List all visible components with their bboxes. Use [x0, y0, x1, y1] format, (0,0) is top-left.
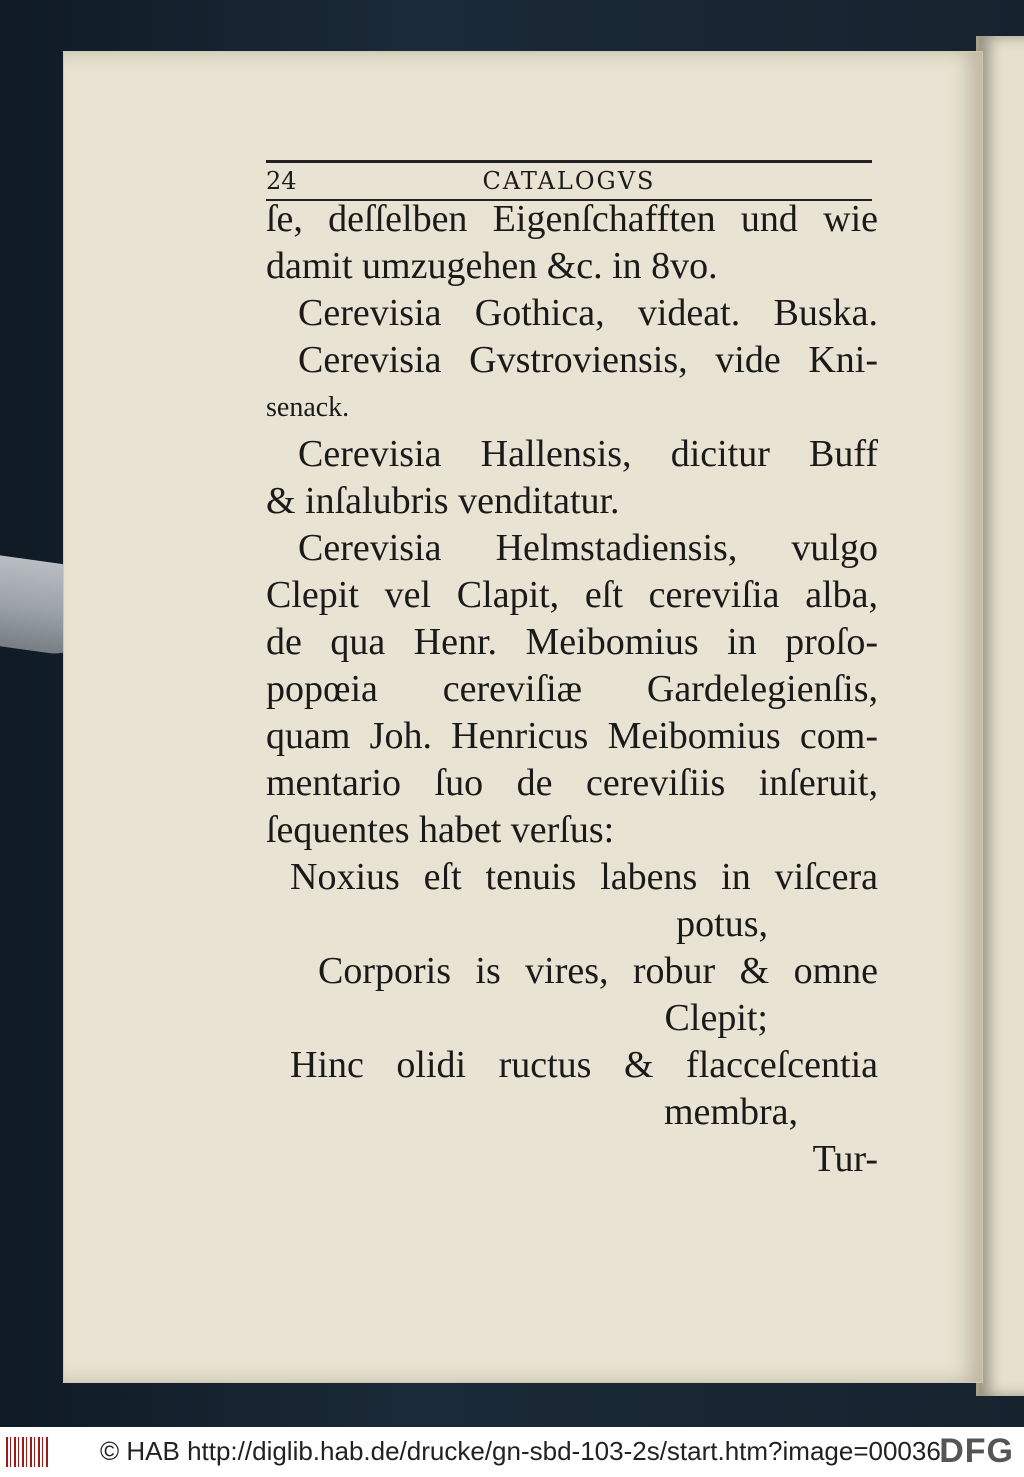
text-line: de qua Henr. Meibomius in proſo- [266, 621, 878, 663]
text-line: Cerevisia Gothica, videat. Buska. [298, 292, 878, 334]
viewer-footer [0, 1427, 1024, 1477]
verse-line: membra, [663, 1091, 798, 1133]
page-text [266, 196, 878, 1183]
text-line: Clepit vel Clapit, eſt cereviſia alba, [266, 574, 878, 616]
page-number: 24 [266, 167, 297, 195]
text-line: & inſalubris venditatur. [266, 480, 620, 522]
verse-line: Noxius eſt tenuis labens in viſcera [290, 856, 878, 898]
barcode-icon [6, 1437, 48, 1467]
text-line: damit umzugehen &c. in 8vo. [266, 245, 718, 287]
text-line: Cerevisia Hallensis, dicitur Buff [298, 433, 878, 475]
text-line: quam Joh. Henricus Meibomius com- [266, 715, 878, 757]
dfg-logo: DFG [939, 1432, 1014, 1470]
text-line: ſequentes habet verſus: [266, 809, 615, 851]
text-line: Cerevisia Helmstadiensis, vulgo [298, 527, 878, 569]
verse-line: Corporis is vires, robur & omne [318, 950, 878, 992]
verse-line: Hinc olidi ructus & flacceſcentia [290, 1044, 878, 1086]
text-line: senack. [266, 392, 350, 423]
text-line: ſe, deſſelben Eigenſchafften und wie [266, 198, 878, 240]
verse-line: Clepit; [664, 997, 768, 1039]
page-header [266, 160, 872, 201]
text-line: popœia cereviſiæ Gardelegienſis, [266, 668, 878, 710]
text-line: mentario ſuo de cereviſiis inſeruit, [266, 762, 878, 804]
verse-line: potus, [676, 903, 768, 945]
source-link[interactable]: © HAB http://diglib.hab.de/drucke/gn-sbd-103-2s/start.htm?image=00036 [100, 1436, 941, 1466]
running-head: CATALOGVS [482, 167, 656, 195]
catchword: Tur- [812, 1138, 878, 1180]
text-line: Cerevisia Gvstroviensis, vide Kni- [298, 339, 878, 381]
facing-page-edge [976, 36, 1024, 1396]
